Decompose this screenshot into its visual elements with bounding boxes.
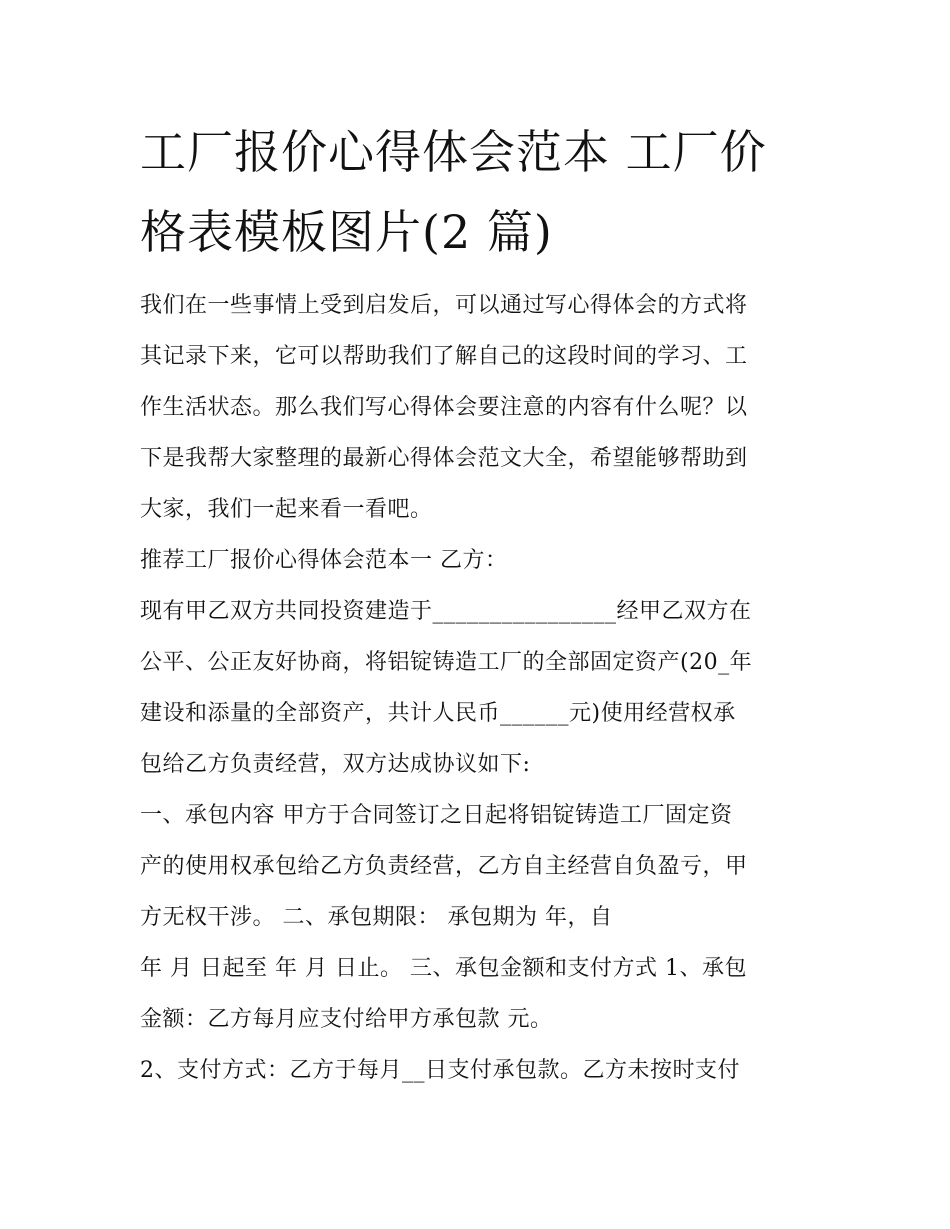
title-line-1: 工厂报价心得体会范本 工厂价 <box>140 125 767 179</box>
body-line: 方无权干涉。 二、承包期限： 承包期为 年，自 <box>140 905 613 930</box>
body-line: 金额：乙方每月应支付给甲方承包款 元。 <box>140 1007 553 1032</box>
body-line: 我们在一些事情上受到启发后，可以通过写心得体会的方式将 <box>140 293 748 318</box>
body-line: 2、支付方式：乙方于每月__日支付承包款。乙方未按时支付 <box>140 1058 740 1083</box>
document-body <box>140 280 830 1096</box>
body-line: 现有甲乙双方共同投资建造于________________经甲乙双方在 <box>140 599 752 624</box>
title-line-2: 格表模板图片(2 篇) <box>140 205 553 259</box>
body-line: 作生活状态。那么我们写心得体会要注意的内容有什么呢？以 <box>140 395 748 420</box>
body-line: 产的使用权承包给乙方负责经营，乙方自主经营自负盈亏，甲 <box>140 854 748 879</box>
body-line: 包给乙方负责经营，双方达成协议如下: <box>140 752 531 777</box>
body-line: 下是我帮大家整理的最新心得体会范文大全，希望能够帮助到 <box>140 446 748 471</box>
body-line: 公平、公正友好协商，将铝锭铸造工厂的全部固定资产(20_年 <box>140 650 753 675</box>
body-line: 一、承包内容 甲方于合同签订之日起将铝锭铸造工厂固定资 <box>140 803 733 828</box>
body-line: 建设和添量的全部资产，共计人民币______元)使用经营权承 <box>140 701 736 726</box>
body-line: 推荐工厂报价心得体会范本一 乙方： <box>140 548 508 573</box>
body-line: 年 月 日起至 年 月 日止。 三、承包金额和支付方式 1、承包 <box>140 956 747 981</box>
body-line: 大家，我们一起来看一看吧。 <box>140 497 433 522</box>
document-title <box>140 112 820 272</box>
body-line: 其记录下来，它可以帮助我们了解自己的这段时间的学习、工 <box>140 344 748 369</box>
